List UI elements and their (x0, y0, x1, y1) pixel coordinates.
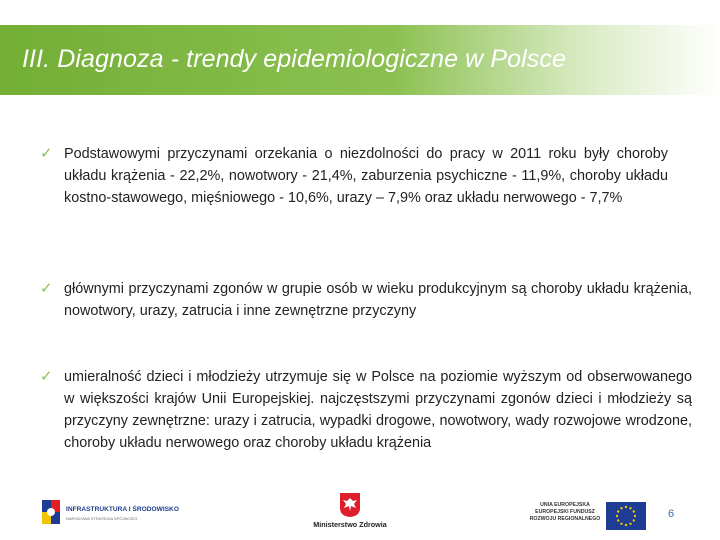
bullet-item (40, 278, 692, 322)
check-icon: ✓ (40, 280, 53, 297)
nss-logo-icon (40, 498, 62, 526)
logo-left-subtitle: NARODOWA STRATEGIA SPÓJNOŚCI (66, 516, 138, 521)
logo-left-title: INFRASTRUKTURA I ŚRODOWISKO (66, 506, 179, 513)
slide-title: III. Diagnoza - trendy epidemiologiczne w Polsce (22, 45, 566, 73)
eu-line-3: ROZWOJU REGIONALNEGO (529, 516, 601, 522)
bullet-text: głównymi przyczynami zgonów w grupie osób w wieku produkcyjnym są choroby układu krążenia, nowotwory, urazy, zatrucia i inne zewnętrzne przyczyny (64, 281, 692, 319)
eagle-emblem-icon (339, 492, 361, 518)
eu-logo (528, 502, 668, 532)
ministerstwo-label: Ministerstwo Zdrowia (313, 520, 387, 529)
eu-text (528, 502, 602, 523)
bullet-item (40, 143, 668, 209)
bullet-item (40, 366, 692, 454)
infrastruktura-logo (40, 498, 190, 526)
eu-line-2: EUROPEJSKI FUNDUSZ (535, 509, 595, 515)
eu-flag-icon (606, 502, 646, 530)
check-icon: ✓ (40, 145, 53, 162)
bullet-text: umieralność dzieci i młodzieży utrzymuje się w Polsce na poziomie wyższym od obserwowanego w większości krajów Unii Europejskiej. najczęstszymi przyczynami zgonów dzieci i młodzieży są przyczyny zewnętrzne: urazy i zatrucia, wypadki drogowe, nowotwory, wady rozwojowe wrodzone, choroby układu nerwowego oraz choroby układu krążenia (64, 369, 692, 451)
title-banner (0, 25, 720, 95)
bullet-list (40, 143, 692, 451)
page-number: 6 (668, 508, 675, 520)
ministerstwo-logo (310, 492, 390, 536)
check-icon: ✓ (40, 368, 53, 385)
bullet-text: Podstawowymi przyczynami orzekania o niezdolności do pracy w 2011 roku były choroby układu krążenia - 22,2%, nowotwory - 21,4%, zaburzenia psychiczne - 11,9%, choroby układu kostno-stawowego, mięśniowego - 10,6%, urazy – 7,9% oraz układu nerwowego - 7,7% (64, 146, 668, 206)
footer (0, 488, 720, 540)
eu-line-1: UNIA EUROPEJSKA (540, 502, 590, 508)
